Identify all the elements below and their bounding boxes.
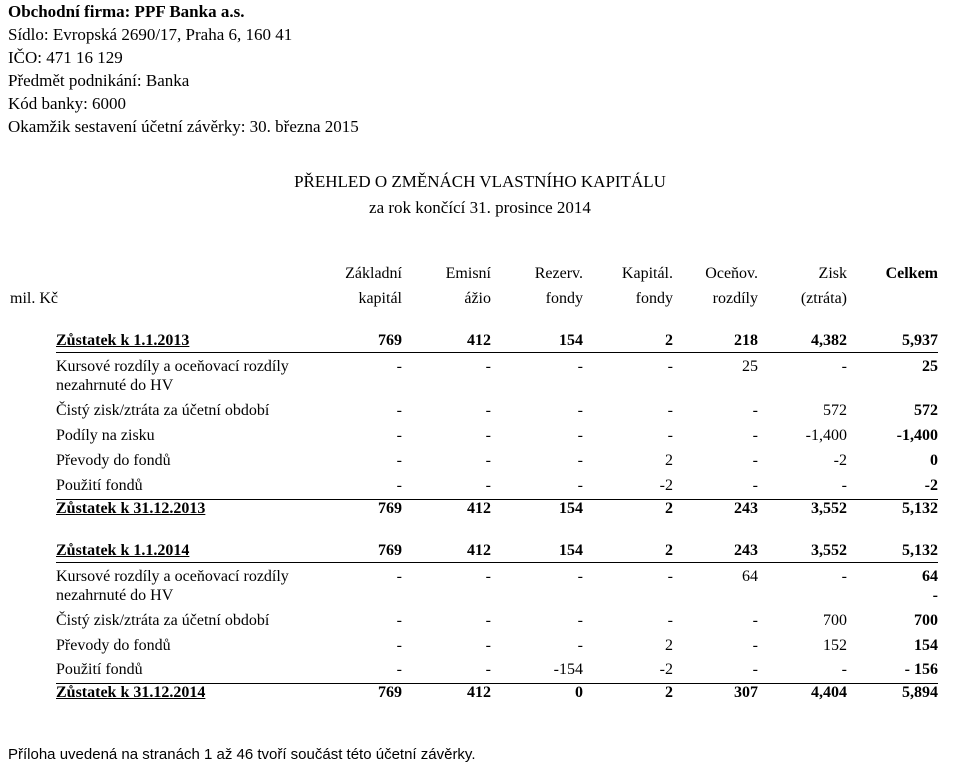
cell-col-3: -154 <box>553 661 583 678</box>
row-label: Použití fondů <box>56 661 143 678</box>
table-row <box>0 427 960 449</box>
cell-col-7: 5,937 <box>902 332 938 349</box>
cell-col-5: - <box>752 402 758 419</box>
cell-col-5: - <box>752 612 758 629</box>
company-ico: IČO: 471 16 129 <box>8 48 123 67</box>
cell-col-3: - <box>577 358 583 375</box>
cell-col-3: - <box>577 452 583 469</box>
cell-col-4: 2 <box>665 637 673 654</box>
cell-col-3: - <box>577 612 583 629</box>
cell-col-2: 412 <box>467 500 491 517</box>
cell-col-6: -2 <box>833 452 847 469</box>
col-header-capital-funds-2: fondy <box>635 290 673 307</box>
cell-col-4: 2 <box>665 684 673 701</box>
cell-col-3: 154 <box>559 332 583 349</box>
cell-col-1: - <box>396 427 402 444</box>
cell-col-3: 154 <box>559 500 583 517</box>
cell-col-2: - <box>485 568 491 585</box>
cell-col-6: - <box>841 661 847 678</box>
business-subject: Předmět podnikání: Banka <box>8 71 190 90</box>
cell-col-6: 4,404 <box>811 684 847 701</box>
table-row <box>0 402 960 424</box>
table-row <box>0 684 960 706</box>
cell-col-4: 2 <box>665 500 673 517</box>
cell-col-3: 0 <box>575 684 583 701</box>
cell-col-4: - <box>667 402 673 419</box>
table-row <box>0 612 960 634</box>
cell-col-5: - <box>752 452 758 469</box>
cell-col-4: 2 <box>665 542 673 559</box>
rule-after-opening-2014 <box>56 562 938 563</box>
cell-col-1: - <box>396 452 402 469</box>
cell-col-2: - <box>485 637 491 654</box>
cell-col-5: - <box>752 427 758 444</box>
col-header-share-premium-2: ážio <box>464 290 491 307</box>
cell-col-2: 412 <box>467 542 491 559</box>
cell-col-7: 64 <box>922 568 938 585</box>
cell-col-7: 154 <box>914 637 938 654</box>
cell-col-1: - <box>396 568 402 585</box>
table-row <box>0 568 960 604</box>
col-header-share-capital: Základní <box>345 265 402 282</box>
cell-col-6: - <box>841 568 847 585</box>
col-header-profit-loss-2: (ztráta) <box>800 290 847 307</box>
company-name: Obchodní firma: PPF Banka a.s. <box>8 2 245 21</box>
row-label: Kursové rozdíly a oceňovací rozdíly <box>56 358 289 375</box>
unit-label: mil. Kč <box>10 290 58 307</box>
cell-col-6: 3,552 <box>811 542 847 559</box>
table-row <box>0 332 960 354</box>
cell-col-6: - <box>841 477 847 494</box>
cell-col-1: - <box>396 637 402 654</box>
cell-col-1: 769 <box>378 542 402 559</box>
cell-col-4: -2 <box>659 661 673 678</box>
col-header-total: Celkem <box>885 265 938 282</box>
company-seat: Sídlo: Evropská 2690/17, Praha 6, 160 41 <box>8 25 293 44</box>
col-header-valuation-differences: Oceňov. <box>705 265 758 282</box>
cell-col-4: - <box>667 358 673 375</box>
company-header <box>8 0 359 138</box>
row-label: Převody do fondů <box>56 452 171 469</box>
col-header-share-premium: Emisní <box>445 265 491 282</box>
cell-col-3: - <box>577 568 583 585</box>
table-row <box>0 500 960 522</box>
col-header-capital-funds: Kapitál. <box>621 265 673 282</box>
cell-col-7: 572 <box>914 402 938 419</box>
cell-col-2: 412 <box>467 332 491 349</box>
cell-col-2: - <box>485 661 491 678</box>
cell-col-1: - <box>396 402 402 419</box>
compilation-date: Okamžik sestavení účetní závěrky: 30. března 2015 <box>8 117 359 136</box>
cell-col-3: - <box>577 477 583 494</box>
cell-col-5: 243 <box>734 500 758 517</box>
cell-col-6: 700 <box>823 612 847 629</box>
table-row <box>0 358 960 394</box>
cell-col-2: - <box>485 427 491 444</box>
cell-col-5: 25 <box>742 358 758 375</box>
cell-col-6: -1,400 <box>805 427 847 444</box>
rule-before-closing-2014 <box>56 683 938 684</box>
row-label: Zůstatek k 31.12.2014 <box>56 684 206 701</box>
cell-col-2: - <box>485 612 491 629</box>
cell-col-3: - <box>577 427 583 444</box>
cell-col-6: 4,382 <box>811 332 847 349</box>
col-header-reserve-funds: Rezerv. <box>534 265 583 282</box>
cell-col-3: - <box>577 637 583 654</box>
row-label-continuation: nezahrnuté do HV <box>56 377 174 394</box>
cell-col-4: - <box>667 568 673 585</box>
cell-col-6: 572 <box>823 402 847 419</box>
cell-col-5: 243 <box>734 542 758 559</box>
cell-col-1: - <box>396 358 402 375</box>
cell-col-4: - <box>667 427 673 444</box>
cell-col-1: - <box>396 661 402 678</box>
table-row <box>0 542 960 564</box>
cell-col-2: - <box>485 358 491 375</box>
cell-col-6: 3,552 <box>811 500 847 517</box>
cell-col-1: - <box>396 612 402 629</box>
row-label: Čistý zisk/ztráta za účetní období <box>56 402 270 419</box>
row-label: Kursové rozdíly a oceňovací rozdíly <box>56 568 289 585</box>
row-label: Zůstatek k 1.1.2014 <box>56 542 190 559</box>
cell-col-5: 64 <box>742 568 758 585</box>
cell-col-2: - <box>485 402 491 419</box>
row-label: Podíly na zisku <box>56 427 155 444</box>
notes-reference: Příloha uvedená na stranách 1 až 46 tvoří součást této účetní závěrky. <box>8 746 476 763</box>
cell-col-1: - <box>396 477 402 494</box>
cell-col-4: - <box>667 612 673 629</box>
cell-col-5: 307 <box>734 684 758 701</box>
col-header-reserve-funds-2: fondy <box>545 290 583 307</box>
row-label: Použití fondů <box>56 477 143 494</box>
table-row <box>0 452 960 474</box>
statement-subtitle: za rok končící 31. prosince 2014 <box>369 198 591 217</box>
cell-col-3: - <box>577 402 583 419</box>
cell-col-1: 769 <box>378 684 402 701</box>
cell-col-5: - <box>752 477 758 494</box>
cell-col-2: - <box>485 452 491 469</box>
col-header-valuation-differences-2: rozdíly <box>712 290 758 307</box>
row-label: Zůstatek k 1.1.2013 <box>56 332 190 349</box>
cell-total-continuation: - <box>932 587 938 604</box>
cell-col-3: 154 <box>559 542 583 559</box>
table-row <box>0 637 960 659</box>
cell-col-7: -1,400 <box>896 427 938 444</box>
cell-col-7: -2 <box>924 477 938 494</box>
cell-col-4: -2 <box>659 477 673 494</box>
cell-col-7: 0 <box>930 452 938 469</box>
table-row <box>0 661 960 683</box>
cell-col-6: - <box>841 358 847 375</box>
cell-col-6: 152 <box>823 637 847 654</box>
cell-col-7: 700 <box>914 612 938 629</box>
cell-col-4: 2 <box>665 332 673 349</box>
row-label-continuation: nezahrnuté do HV <box>56 587 174 604</box>
cell-col-1: 769 <box>378 332 402 349</box>
cell-col-2: 412 <box>467 684 491 701</box>
table-row <box>0 477 960 499</box>
cell-col-5: - <box>752 637 758 654</box>
cell-col-5: 218 <box>734 332 758 349</box>
rule-before-closing-2013 <box>56 499 938 500</box>
cell-col-7: 5,132 <box>902 542 938 559</box>
cell-col-7: - 156 <box>904 661 938 678</box>
row-label: Zůstatek k 31.12.2013 <box>56 500 206 517</box>
cell-col-7: 25 <box>922 358 938 375</box>
row-label: Převody do fondů <box>56 637 171 654</box>
cell-col-4: 2 <box>665 452 673 469</box>
bank-code: Kód banky: 6000 <box>8 94 127 113</box>
statement-title: PŘEHLED O ZMĚNÁCH VLASTNÍHO KAPITÁLU <box>294 172 666 191</box>
col-header-profit-loss: Zisk <box>818 265 847 282</box>
cell-col-5: - <box>752 661 758 678</box>
rule-after-opening-2013 <box>56 352 938 353</box>
cell-col-2: - <box>485 477 491 494</box>
cell-col-7: 5,894 <box>902 684 938 701</box>
cell-col-7: 5,132 <box>902 500 938 517</box>
col-header-share-capital-2: kapitál <box>358 290 402 307</box>
row-label: Čistý zisk/ztráta za účetní období <box>56 612 270 629</box>
cell-col-1: 769 <box>378 500 402 517</box>
